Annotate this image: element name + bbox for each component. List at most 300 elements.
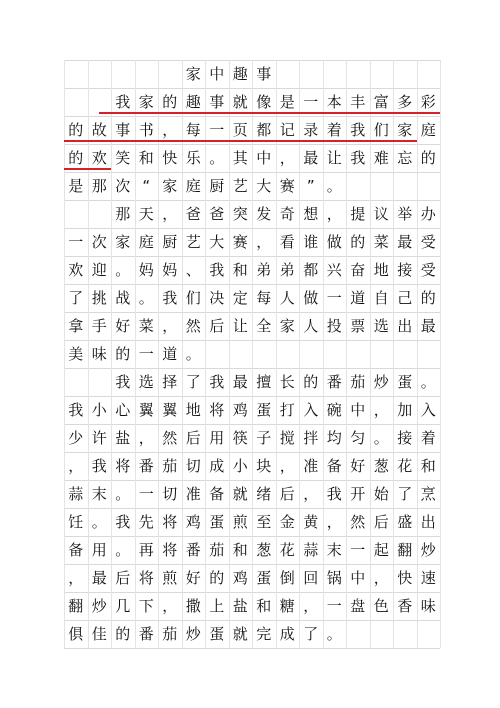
red-underline-mark — [64, 168, 111, 170]
text-character: 难 — [373, 149, 389, 167]
text-character: 茄 — [209, 541, 225, 559]
text-character: 茄 — [350, 373, 366, 391]
text-character: 书 — [138, 121, 154, 139]
text-character: 赛 — [279, 177, 295, 195]
text-character: 美 — [68, 345, 84, 363]
text-character: 的 — [209, 569, 225, 587]
text-character: ， — [279, 457, 295, 475]
text-character: 们 — [185, 289, 201, 307]
text-character: 茄 — [162, 625, 178, 643]
text-character: 看 — [279, 233, 295, 251]
text-character: 。 — [185, 345, 201, 363]
text-character: 。 — [115, 485, 131, 503]
text-character: 后 — [115, 569, 131, 587]
text-character: 然 — [350, 513, 366, 531]
text-row — [64, 536, 440, 564]
text-character: 全 — [256, 317, 272, 335]
text-character: 丰 — [350, 93, 366, 111]
text-character: 炒 — [185, 625, 201, 643]
text-character: 煎 — [232, 513, 248, 531]
text-character: 手 — [91, 317, 107, 335]
text-character: 家 — [115, 233, 131, 251]
text-character: 道 — [350, 289, 366, 307]
text-character: 切 — [185, 457, 201, 475]
text-character: 本 — [326, 93, 342, 111]
text-character: 家 — [397, 121, 413, 139]
text-character: 后 — [373, 513, 389, 531]
text-character: 小 — [91, 401, 107, 419]
text-character: 了 — [68, 289, 84, 307]
text-character: 、 — [185, 261, 201, 279]
text-row — [64, 256, 440, 284]
text-character: 入 — [303, 401, 319, 419]
text-character: 用 — [91, 541, 107, 559]
text-character: 其 — [232, 149, 248, 167]
text-character: 奋 — [350, 261, 366, 279]
text-character: 切 — [162, 485, 178, 503]
text-character: 鸡 — [232, 401, 248, 419]
text-character: 家 — [279, 317, 295, 335]
text-character: 翼 — [138, 401, 154, 419]
text-character: ， — [373, 401, 389, 419]
text-character: 味 — [420, 597, 436, 615]
text-character: 事 — [209, 93, 225, 111]
text-character: 番 — [138, 457, 154, 475]
text-character: 准 — [185, 485, 201, 503]
text-character: 每 — [256, 289, 272, 307]
text-character: 了 — [185, 373, 201, 391]
text-character: 都 — [256, 121, 272, 139]
text-character: ， — [326, 205, 342, 223]
text-character: 都 — [303, 261, 319, 279]
text-character: 道 — [162, 345, 178, 363]
text-character: 就 — [232, 625, 248, 643]
text-character: 爸 — [185, 205, 201, 223]
text-character: 的 — [68, 121, 84, 139]
text-character: 突 — [232, 205, 248, 223]
text-character: 番 — [326, 373, 342, 391]
text-character: 人 — [303, 317, 319, 335]
text-character: ， — [303, 597, 319, 615]
text-row — [64, 228, 440, 256]
text-character: 一 — [209, 121, 225, 139]
text-character: 起 — [373, 541, 389, 559]
text-character: 的 — [420, 289, 436, 307]
text-character: 然 — [162, 429, 178, 447]
text-character: 许 — [91, 429, 107, 447]
text-character: 着 — [420, 429, 436, 447]
text-character: 忘 — [397, 149, 413, 167]
text-character: 饪 — [68, 513, 84, 531]
text-character: 自 — [373, 289, 389, 307]
text-character: 和 — [232, 261, 248, 279]
text-character: 是 — [279, 93, 295, 111]
text-character: 我 — [91, 457, 107, 475]
text-character: ， — [162, 597, 178, 615]
text-character: 小 — [232, 457, 248, 475]
text-character: 做 — [326, 233, 342, 251]
text-character: 花 — [397, 457, 413, 475]
text-character: 速 — [420, 569, 436, 587]
text-character: 蛋 — [256, 401, 272, 419]
text-character: 我 — [326, 485, 342, 503]
text-character: 接 — [397, 261, 413, 279]
text-character: 投 — [326, 317, 342, 335]
text-row — [64, 396, 440, 424]
text-character: 。 — [326, 625, 342, 643]
text-character: 将 — [162, 513, 178, 531]
text-character: 蛋 — [256, 569, 272, 587]
text-character: 煎 — [162, 569, 178, 587]
text-character: 炒 — [373, 373, 389, 391]
text-character: 的 — [162, 93, 178, 111]
text-character: 茄 — [162, 457, 178, 475]
title-character: 家 — [185, 65, 201, 83]
title-character: 趣 — [232, 65, 248, 83]
text-character: 蛋 — [397, 373, 413, 391]
text-character: 就 — [232, 93, 248, 111]
text-character: 擅 — [256, 373, 272, 391]
text-character: 办 — [420, 205, 436, 223]
text-character: 佳 — [91, 625, 107, 643]
text-character: 举 — [397, 205, 413, 223]
text-character: 俱 — [68, 625, 84, 643]
text-character: 赛 — [232, 233, 248, 251]
text-row — [64, 144, 440, 172]
text-row — [64, 592, 440, 620]
text-character: 翻 — [397, 541, 413, 559]
text-character: 倒 — [279, 569, 295, 587]
text-character: ， — [162, 317, 178, 335]
text-character: 先 — [138, 513, 154, 531]
text-character: 备 — [209, 485, 225, 503]
text-character: 妈 — [138, 261, 154, 279]
text-character: 回 — [303, 569, 319, 587]
text-character: 绪 — [256, 485, 272, 503]
text-character: 开 — [350, 485, 366, 503]
text-character: 好 — [185, 569, 201, 587]
text-character: 快 — [397, 569, 413, 587]
text-row — [64, 620, 440, 648]
text-character: 盐 — [232, 597, 248, 615]
text-row — [64, 172, 440, 200]
text-character: 。 — [91, 513, 107, 531]
text-character: 我 — [115, 93, 131, 111]
text-character: 地 — [373, 261, 389, 279]
text-row — [64, 340, 440, 368]
text-character: 事 — [115, 121, 131, 139]
text-character: ， — [256, 233, 272, 251]
text-character: 花 — [279, 541, 295, 559]
text-character: 。 — [420, 373, 436, 391]
text-character: 择 — [162, 373, 178, 391]
text-character: 盘 — [350, 597, 366, 615]
text-character: 和 — [232, 541, 248, 559]
text-row — [64, 200, 440, 228]
text-character: 香 — [397, 597, 413, 615]
text-character: 下 — [138, 597, 154, 615]
text-character: 拿 — [68, 317, 84, 335]
text-character: 就 — [232, 485, 248, 503]
text-character: ” — [306, 177, 315, 195]
text-character: 大 — [209, 233, 225, 251]
text-character: 一 — [326, 289, 342, 307]
text-character: 搅 — [279, 429, 295, 447]
text-character: 记 — [279, 121, 295, 139]
text-character: 出 — [397, 317, 413, 335]
text-character: 弟 — [256, 261, 272, 279]
text-character: 蛋 — [209, 625, 225, 643]
text-character: 了 — [397, 485, 413, 503]
text-character: 决 — [209, 289, 225, 307]
text-character: 提 — [350, 205, 366, 223]
text-character: 末 — [91, 485, 107, 503]
text-character: 上 — [209, 597, 225, 615]
title-character: 中 — [209, 65, 225, 83]
text-character: ， — [326, 513, 342, 531]
text-character: 撒 — [185, 597, 201, 615]
text-character: 打 — [279, 401, 295, 419]
text-character: 备 — [326, 457, 342, 475]
text-character: 次 — [91, 233, 107, 251]
text-character: 匀 — [350, 429, 366, 447]
text-character: 将 — [115, 457, 131, 475]
text-character: 烹 — [420, 485, 436, 503]
text-character: 人 — [279, 289, 295, 307]
text-character: ， — [162, 121, 178, 139]
text-character: 和 — [420, 457, 436, 475]
text-character: 。 — [115, 261, 131, 279]
text-character: 中 — [350, 569, 366, 587]
text-character: 几 — [115, 597, 131, 615]
text-row — [64, 564, 440, 592]
text-character: 的 — [115, 345, 131, 363]
text-character: 最 — [420, 317, 436, 335]
text-character: ， — [68, 457, 84, 475]
text-character: 我 — [162, 289, 178, 307]
text-character: 末 — [326, 541, 342, 559]
text-character: 锅 — [326, 569, 342, 587]
text-character: 地 — [185, 401, 201, 419]
text-character: 成 — [279, 625, 295, 643]
title-row — [64, 60, 440, 88]
text-character: 让 — [232, 317, 248, 335]
text-character: ， — [373, 569, 389, 587]
text-character: 我 — [115, 373, 131, 391]
text-character: 议 — [373, 205, 389, 223]
text-character: 天 — [138, 205, 154, 223]
text-character: 多 — [397, 93, 413, 111]
text-character: 妈 — [162, 261, 178, 279]
text-character: 蒜 — [303, 541, 319, 559]
text-character: 用 — [209, 429, 225, 447]
text-character: 一 — [138, 345, 154, 363]
text-character: 后 — [209, 317, 225, 335]
text-character: 次 — [115, 177, 131, 195]
text-character: 让 — [326, 149, 342, 167]
text-character: ， — [138, 429, 154, 447]
text-character: 菜 — [373, 233, 389, 251]
text-character: 厨 — [209, 177, 225, 195]
text-character: 。 — [209, 149, 225, 167]
text-character: 后 — [185, 429, 201, 447]
text-character: ， — [68, 569, 84, 587]
text-character: 选 — [138, 373, 154, 391]
text-character: 好 — [350, 457, 366, 475]
text-character: 了 — [303, 625, 319, 643]
text-character: 迎 — [91, 261, 107, 279]
text-character: 蛋 — [209, 513, 225, 531]
text-character: 笑 — [115, 149, 131, 167]
text-character: 的 — [68, 149, 84, 167]
text-character: 成 — [209, 457, 225, 475]
text-character: 富 — [373, 93, 389, 111]
text-character: 子 — [256, 429, 272, 447]
text-character: 然 — [185, 317, 201, 335]
text-character: 拌 — [303, 429, 319, 447]
text-character: 均 — [326, 429, 342, 447]
text-character: 受 — [420, 261, 436, 279]
text-character: ， — [162, 205, 178, 223]
text-character: 少 — [68, 429, 84, 447]
text-character: ， — [279, 149, 295, 167]
text-character: 那 — [91, 177, 107, 195]
grid-row-line — [64, 648, 440, 649]
text-character: 接 — [397, 429, 413, 447]
text-character: 谁 — [303, 233, 319, 251]
text-character: 。 — [326, 177, 342, 195]
text-character: 故 — [91, 121, 107, 139]
text-character: 做 — [303, 289, 319, 307]
text-character: 翼 — [162, 401, 178, 419]
text-character: 番 — [138, 625, 154, 643]
text-character: 快 — [162, 149, 178, 167]
text-character: 挑 — [91, 289, 107, 307]
text-character: 始 — [373, 485, 389, 503]
text-character: 弟 — [279, 261, 295, 279]
text-character: 最 — [303, 149, 319, 167]
text-row — [64, 424, 440, 452]
text-character: 战 — [115, 289, 131, 307]
text-character: 的 — [303, 373, 319, 391]
text-character: 长 — [279, 373, 295, 391]
text-character: 我 — [115, 513, 131, 531]
text-character: 那 — [115, 205, 131, 223]
text-character: 我 — [209, 373, 225, 391]
text-character: 金 — [279, 513, 295, 531]
text-row — [64, 452, 440, 480]
text-character: 的 — [350, 233, 366, 251]
text-row — [64, 508, 440, 536]
text-character: 庭 — [138, 233, 154, 251]
text-character: 番 — [185, 541, 201, 559]
text-character: 。 — [373, 429, 389, 447]
text-character: 中 — [350, 401, 366, 419]
text-character: 葱 — [373, 457, 389, 475]
text-row — [64, 284, 440, 312]
text-character: 炒 — [420, 541, 436, 559]
text-character: “ — [142, 177, 151, 195]
text-character: 。 — [138, 289, 154, 307]
text-character: 蒜 — [68, 485, 84, 503]
text-character: 。 — [115, 541, 131, 559]
text-character: 盛 — [397, 513, 413, 531]
text-character: 乐 — [185, 149, 201, 167]
text-character: 菜 — [138, 317, 154, 335]
text-character: 一 — [68, 233, 84, 251]
text-character: 页 — [232, 121, 248, 139]
text-character: 趣 — [185, 93, 201, 111]
text-character: 鸡 — [232, 569, 248, 587]
text-character: 鸡 — [185, 513, 201, 531]
text-character: 出 — [420, 513, 436, 531]
text-character: 筷 — [232, 429, 248, 447]
text-character: 着 — [326, 121, 342, 139]
grid-column-line — [440, 60, 441, 648]
text-character: 我 — [350, 121, 366, 139]
composition-grid-paper — [64, 60, 440, 648]
text-character: 兴 — [326, 261, 342, 279]
text-character: 炒 — [91, 597, 107, 615]
text-character: 奇 — [279, 205, 295, 223]
text-character: 庭 — [185, 177, 201, 195]
text-character: 的 — [115, 625, 131, 643]
text-character: 将 — [138, 569, 154, 587]
text-character: 糖 — [279, 597, 295, 615]
text-character: 加 — [397, 401, 413, 419]
text-row — [64, 480, 440, 508]
text-character: 们 — [373, 121, 389, 139]
text-character: 和 — [256, 597, 272, 615]
text-character: 最 — [91, 569, 107, 587]
text-character: 一 — [303, 93, 319, 111]
text-character: 盐 — [115, 429, 131, 447]
text-character: 发 — [256, 205, 272, 223]
text-character: 一 — [350, 541, 366, 559]
text-character: 是 — [68, 177, 84, 195]
text-character: 庭 — [420, 121, 436, 139]
text-character: 后 — [279, 485, 295, 503]
text-character: 准 — [303, 457, 319, 475]
text-character: 每 — [185, 121, 201, 139]
red-underline-mark — [99, 112, 440, 114]
text-character: 艺 — [185, 233, 201, 251]
text-character: 块 — [256, 457, 272, 475]
red-underline-mark — [64, 140, 417, 142]
text-character: ， — [303, 485, 319, 503]
text-character: 中 — [256, 149, 272, 167]
text-character: 彩 — [420, 93, 436, 111]
text-character: 至 — [256, 513, 272, 531]
text-character: 厨 — [162, 233, 178, 251]
text-character: 想 — [303, 205, 319, 223]
text-row — [64, 368, 440, 396]
text-character: 一 — [138, 485, 154, 503]
text-character: 大 — [256, 177, 272, 195]
text-character: 票 — [350, 317, 366, 335]
text-character: 录 — [303, 121, 319, 139]
text-character: 完 — [256, 625, 272, 643]
text-character: 我 — [350, 149, 366, 167]
text-character: 我 — [68, 401, 84, 419]
text-character: 碗 — [326, 401, 342, 419]
text-character: 葱 — [256, 541, 272, 559]
text-character: 好 — [115, 317, 131, 335]
text-character: 最 — [397, 233, 413, 251]
text-character: 选 — [373, 317, 389, 335]
text-character: 定 — [232, 289, 248, 307]
title-character: 事 — [256, 65, 272, 83]
